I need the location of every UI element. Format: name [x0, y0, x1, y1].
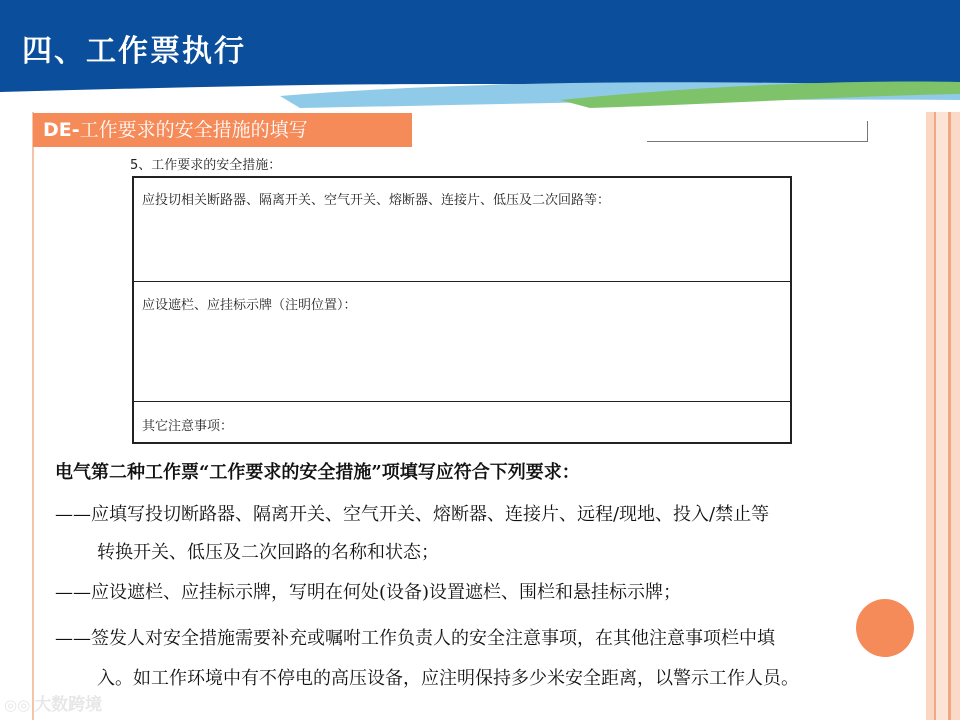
watermark — [4, 690, 102, 715]
watermark-logo-icon: ◎◎ — [4, 696, 31, 714]
form-table — [132, 176, 792, 444]
requirement-line: 转换开关、低压及二次回路的名称和状态； — [97, 542, 439, 563]
left-rule — [32, 112, 34, 720]
form-row-label: 应设遮栏、应挂标示牌（注明位置）： — [142, 298, 357, 313]
form-row-other-notes — [134, 402, 790, 444]
requirement-line: 入。如工作环境中有不停电的高压设备，应注明保持多少米安全距离，以警示工作人员。 — [97, 668, 799, 689]
requirement-line: ——应设遮栏、应挂标示牌，写明在何处(设备)设置遮栏、围栏和悬挂标示牌； — [55, 582, 682, 603]
orange-circle-marker — [856, 599, 914, 657]
form-row-label: 应投切相关断路器、隔离开关、空气开关、熔断器、连接片、低压及二次回路等： — [142, 193, 611, 208]
form-row-switching — [134, 178, 790, 282]
section-code: DE- — [43, 119, 80, 141]
form-row-label: 其它注意事项： — [142, 419, 234, 434]
watermark-text: 大数跨境 — [34, 695, 103, 715]
section-title-bar — [33, 113, 412, 147]
section-title: 工作要求的安全措施的填写 — [79, 119, 308, 141]
right-stripes — [926, 112, 960, 720]
decorative-corner-lines — [647, 121, 868, 142]
requirement-line: ——应填写投切断路器、隔离开关、空气开关、熔断器、连接片、远程/现地、投入/禁止等 — [55, 504, 770, 525]
requirement-line: ——签发人对安全措施需要补充或嘱咐工作负责人的安全注意事项，在其他注意事项栏中填 — [55, 628, 775, 649]
page-title: 四、工作票执行 — [22, 34, 246, 69]
header-banner — [0, 0, 960, 112]
form-heading: 5、工作要求的安全措施： — [130, 158, 282, 173]
requirements-heading: 电气第二种工作票“工作要求的安全措施”项填写应符合下列要求： — [55, 462, 580, 483]
form-row-barriers — [134, 282, 790, 402]
